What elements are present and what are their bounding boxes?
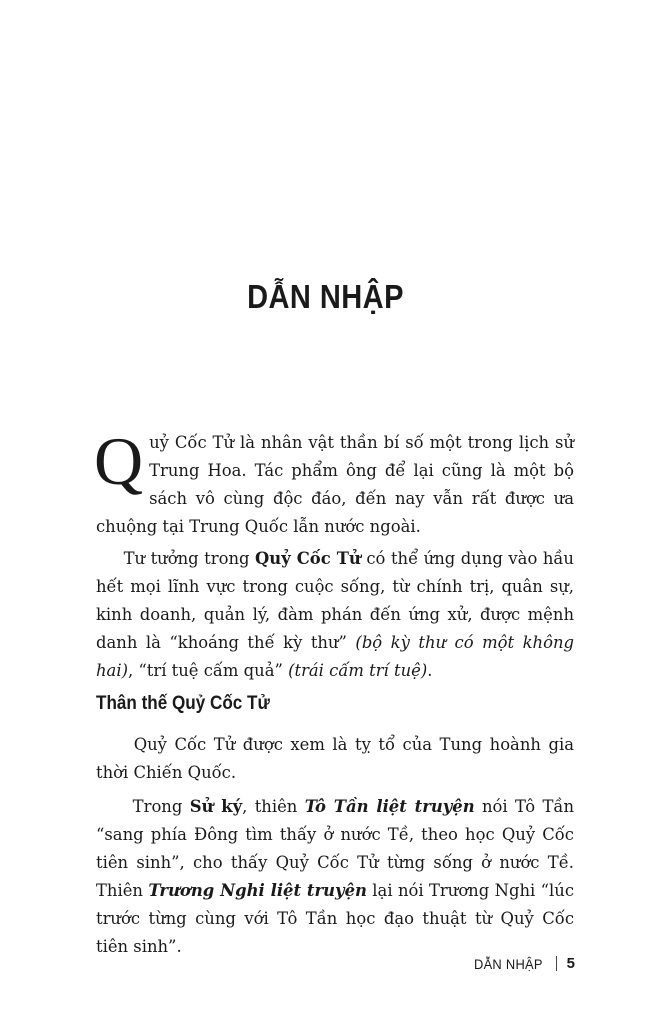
- section-heading: Thân thế Quỷ Cốc Tử: [96, 693, 270, 714]
- section-paragraph-1: [96, 731, 574, 787]
- page-number: 5: [566, 955, 575, 972]
- p2-book-title: Quỷ Cốc Tử: [255, 549, 361, 568]
- p2-italic-gloss-2: (trái cấm trí tuệ): [288, 661, 428, 680]
- p4-text-d: lại nói Trương Nghi “lúc trước từng cùng với Tô Tần học đạo thuật từ Quỷ Cốc tiên sinh”.: [96, 881, 574, 956]
- chapter-title: DẪN NHẬP: [247, 278, 404, 315]
- p2-text-b: có thể ứng dụng vào hầu hết mọi lĩnh vực trong cuộc sống, từ chính trị, quân sự, kinh doanh, quản lý, đàm phán đến ứng xử, được mệnh danh là “khoáng thế kỳ thư”: [96, 549, 574, 652]
- p4-bold-su-ky: Sử ký: [189, 797, 243, 816]
- intro-paragraph-1-text: uỷ Cốc Tử là nhân vật thần bí số một trong lịch sử Trung Hoa. Tác phẩm ông để lại cũng là một bộ sách vô cùng độc đáo, đến nay vẫn rất được ưa chuộng tại Trung Quốc lẫn nước ngoài.: [96, 433, 574, 536]
- intro-paragraph-1: [94, 423, 574, 541]
- p2-text-c: , “trí tuệ cấm quả”: [127, 661, 289, 680]
- p4-text-c: nói Tô Tần “sang phía Đông tìm thấy ở nước Tề, theo học Quỷ Cốc tiên sinh”, cho thấy Quỷ Cốc Tử từng sống ở nước Tề. Thiên: [96, 797, 574, 900]
- page-footer: [471, 955, 575, 972]
- drop-cap: Q: [94, 423, 144, 499]
- p2-text-d: .: [427, 661, 433, 680]
- footer-separator: [556, 956, 557, 971]
- p3-text: Quỷ Cốc Tử được xem là tỵ tổ của Tung hoành gia thời Chiến Quốc.: [96, 735, 574, 782]
- running-head: DẪN NHẬP: [473, 955, 543, 972]
- p2-italic-gloss-1: (bộ kỳ thư có một không hai): [96, 633, 574, 680]
- p4-bold-italic-1: Tô Tần liệt truyện: [304, 797, 475, 816]
- intro-paragraph-2: [96, 545, 574, 685]
- section-paragraph-2: [96, 793, 574, 961]
- p4-text-b: , thiên: [242, 797, 305, 816]
- p2-text-a: Tư tưởng trong: [123, 549, 256, 568]
- p4-text-a: Trong: [132, 797, 190, 816]
- p4-bold-italic-2: Trương Nghi liệt truyện: [148, 881, 367, 900]
